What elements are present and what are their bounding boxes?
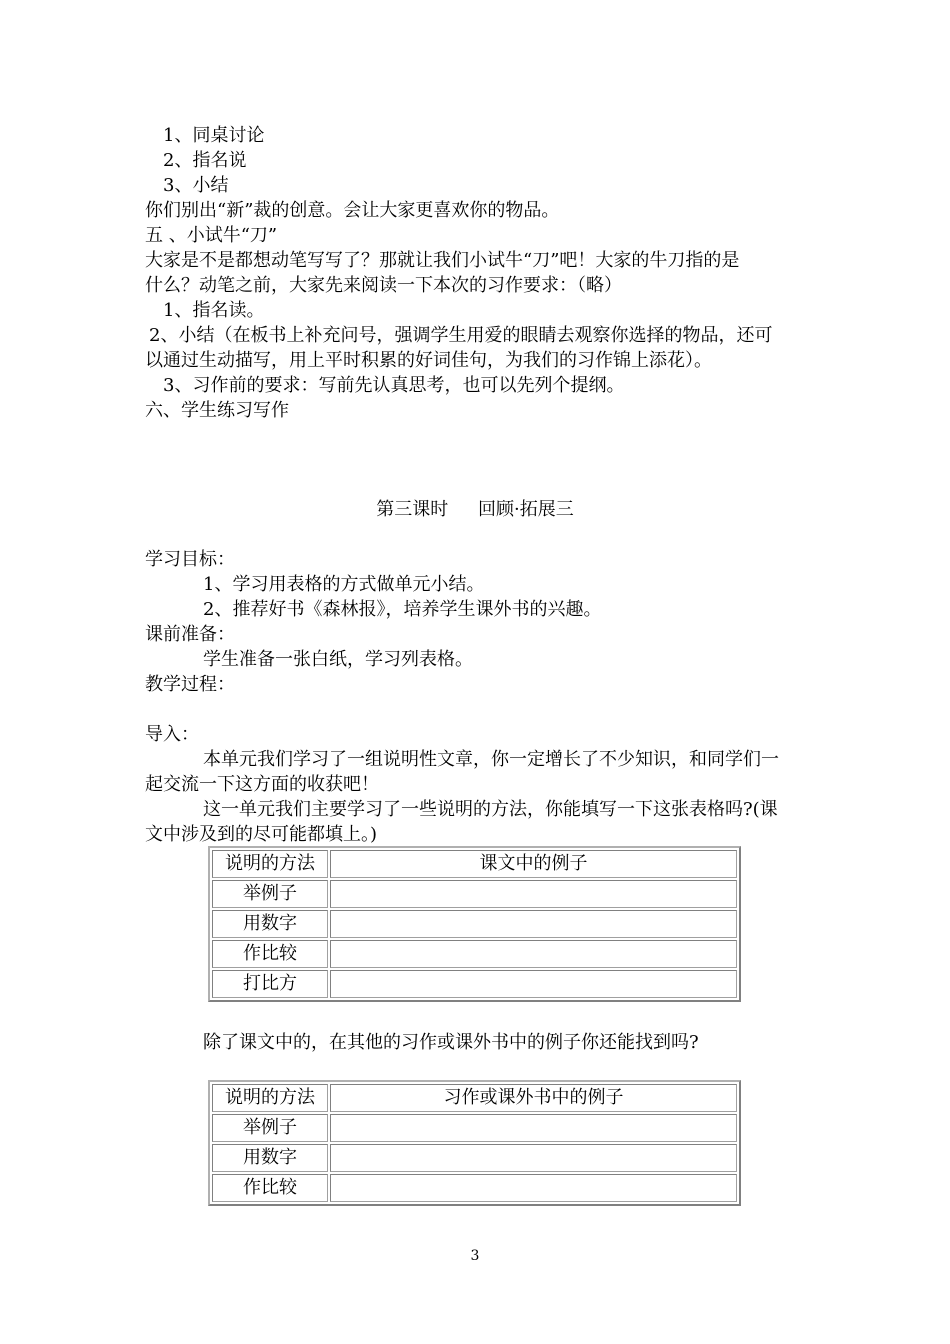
method-cell: 作比较: [212, 1174, 328, 1202]
table-row: [212, 970, 737, 998]
example-cell[interactable]: [330, 1114, 737, 1142]
table-prompt-line2: 文中涉及到的尽可能都填上。): [145, 824, 378, 845]
example-cell[interactable]: [330, 1144, 737, 1172]
method-cell: 用数字: [212, 910, 328, 938]
example-cell[interactable]: [330, 1174, 737, 1202]
method-cell: 用数字: [212, 1144, 328, 1172]
intro-label: 导入：: [145, 724, 199, 745]
intro-paragraph-line2: 起交流一下这方面的收获吧！: [145, 774, 379, 795]
paragraph-creative: 你们别出“新”裁的创意。会让大家更喜欢你的物品。: [145, 200, 560, 221]
heading-section-six: 六、学生练习写作: [145, 400, 289, 421]
table-prompt-line1: 这一单元我们主要学习了一些说明的方法，你能填写一下这张表格吗?(课: [203, 799, 778, 820]
step-summary2-line2: 以通过生动描写，用上平时积累的好词佳句，为我们的习作锦上添花）。: [145, 350, 712, 371]
lesson-title: [0, 498, 950, 522]
example-cell[interactable]: [330, 940, 737, 968]
table-header-row: [212, 850, 737, 878]
method-cell: 举例子: [212, 1114, 328, 1142]
extra-examples-prompt: 除了课文中的，在其他的习作或课外书中的例子你还能找到吗?: [203, 1032, 699, 1053]
header-examples: 习作或课外书中的例子: [330, 1084, 737, 1112]
step-requirements: 3、习作前的要求：写前先认真思考，也可以先列个提纲。: [163, 375, 625, 396]
intro-paragraph-line1: 本单元我们学习了一组说明性文章，你一定增长了不少知识，和同学们一: [203, 749, 779, 770]
step-name-say: 2、指名说: [163, 150, 247, 171]
goal-item-2: 2、推荐好书《森林报》，培养学生课外书的兴趣。: [203, 599, 602, 620]
goal-item-1: 1、学习用表格的方式做单元小结。: [203, 574, 485, 595]
step-discuss: 1、同桌讨论: [163, 125, 265, 146]
table-row: [212, 1144, 737, 1172]
method-cell: 举例子: [212, 880, 328, 908]
step-summary2-line1: 2、小结（在板书上补充问号，强调学生用爱的眼睛去观察你选择的物品，还可: [149, 325, 773, 346]
lesson-title-period: 第三课时: [376, 499, 449, 520]
prep-label: 课前准备：: [145, 624, 235, 645]
table-row: [212, 940, 737, 968]
table-header-row: [212, 1084, 737, 1112]
step-summary: 3、小结: [163, 175, 229, 196]
table-row: [212, 1174, 737, 1202]
header-examples: 课文中的例子: [330, 850, 737, 878]
prep-text: 学生准备一张白纸，学习列表格。: [203, 649, 473, 670]
heading-section-five: 五 、小试牛“刀”: [145, 225, 278, 246]
example-cell[interactable]: [330, 910, 737, 938]
method-cell: 作比较: [212, 940, 328, 968]
table-row: [212, 1114, 737, 1142]
example-cell[interactable]: [330, 970, 737, 998]
step-read: 1、指名读。: [163, 300, 265, 321]
method-cell: 打比方: [212, 970, 328, 998]
paragraph-try-line1: 大家是不是都想动笔写写了？那就让我们小试牛“刀”吧！大家的牛刀指的是: [145, 250, 740, 271]
methods-table-textbook: [208, 846, 741, 1002]
table-row: [212, 910, 737, 938]
page-number: 3: [470, 1248, 480, 1264]
goals-label: 学习目标：: [145, 549, 235, 570]
methods-table-extracurricular: [208, 1080, 741, 1206]
header-method: 说明的方法: [212, 850, 328, 878]
paragraph-try-line2: 什么？动笔之前，大家先来阅读一下本次的习作要求：（略）: [145, 275, 622, 296]
example-cell[interactable]: [330, 880, 737, 908]
header-method: 说明的方法: [212, 1084, 328, 1112]
process-label: 教学过程：: [145, 674, 235, 695]
table-row: [212, 880, 737, 908]
lesson-title-topic: 回顾·拓展三: [478, 499, 574, 520]
